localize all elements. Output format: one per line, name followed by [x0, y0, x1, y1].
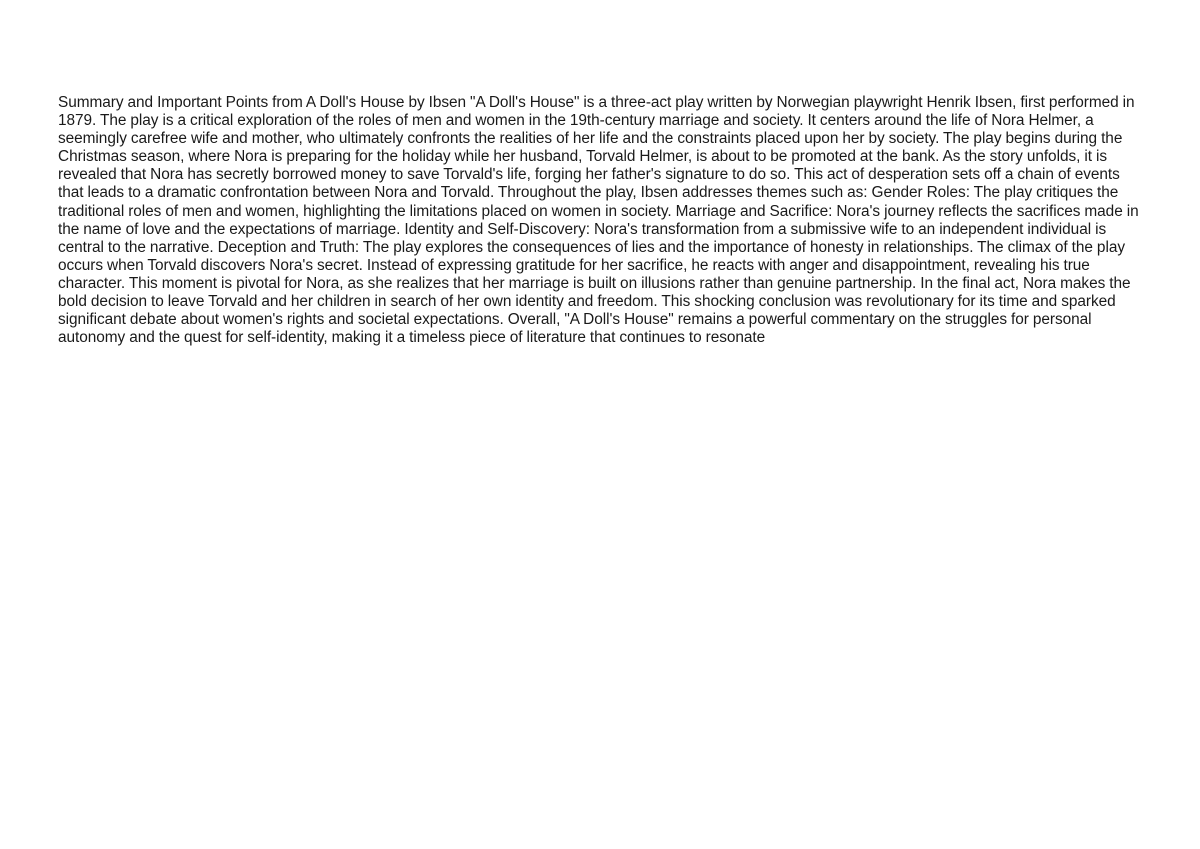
summary-paragraph: Summary and Important Points from A Doll's House by Ibsen "A Doll's House" is a three-act play written by Norwegian playwright Henrik Ibsen, first performed in 1879. The play is a critical exploration of the roles of men and women in the 19th-century marriage and society. It centers around the life of Nora Helmer, a seemingly carefree wife and mother, who ultimately confronts the realities of her life and the constraints placed upon her by society. The play begins during the Christmas season, where Nora is preparing for the holiday while her husband, Torvald Helmer, is about to be promoted at the bank. As the story unfolds, it is revealed that Nora has secretly borrowed money to save Torvald's life, forging her father's signature to do so. This act of desperation sets off a chain of events that leads to a dramatic confrontation between Nora and Torvald. Throughout the play, Ibsen addresses themes such as: Gender Roles: The play critiques the traditional roles of men and women, highlighting the limitations placed on women in society. Marriage and Sacrifice: Nora's journey reflects the sacrifices made in the name of love and the expectations of marriage. Identity and Self-Discovery: Nora's transformation from a submissive wife to an independent individual is central to the narrative. Deception and Truth: The play explores the consequences of lies and the importance of honesty in relationships. The climax of the play occurs when Torvald discovers Nora's secret. Instead of expressing gratitude for her sacrifice, he reacts with anger and disappointment, revealing his true character. This moment is pivotal for Nora, as she realizes that her marriage is built on illusions rather than genuine partnership. In the final act, Nora makes the bold decision to leave Torvald and her children in search of her own identity and freedom. This shocking conclusion was revolutionary for its time and sparked significant debate about women's rights and societal expectations. Overall, "A Doll's House" remains a powerful commentary on the struggles for personal autonomy and the quest for self-identity, making it a timeless piece of literature that continues to resonate [58, 94, 1139, 347]
